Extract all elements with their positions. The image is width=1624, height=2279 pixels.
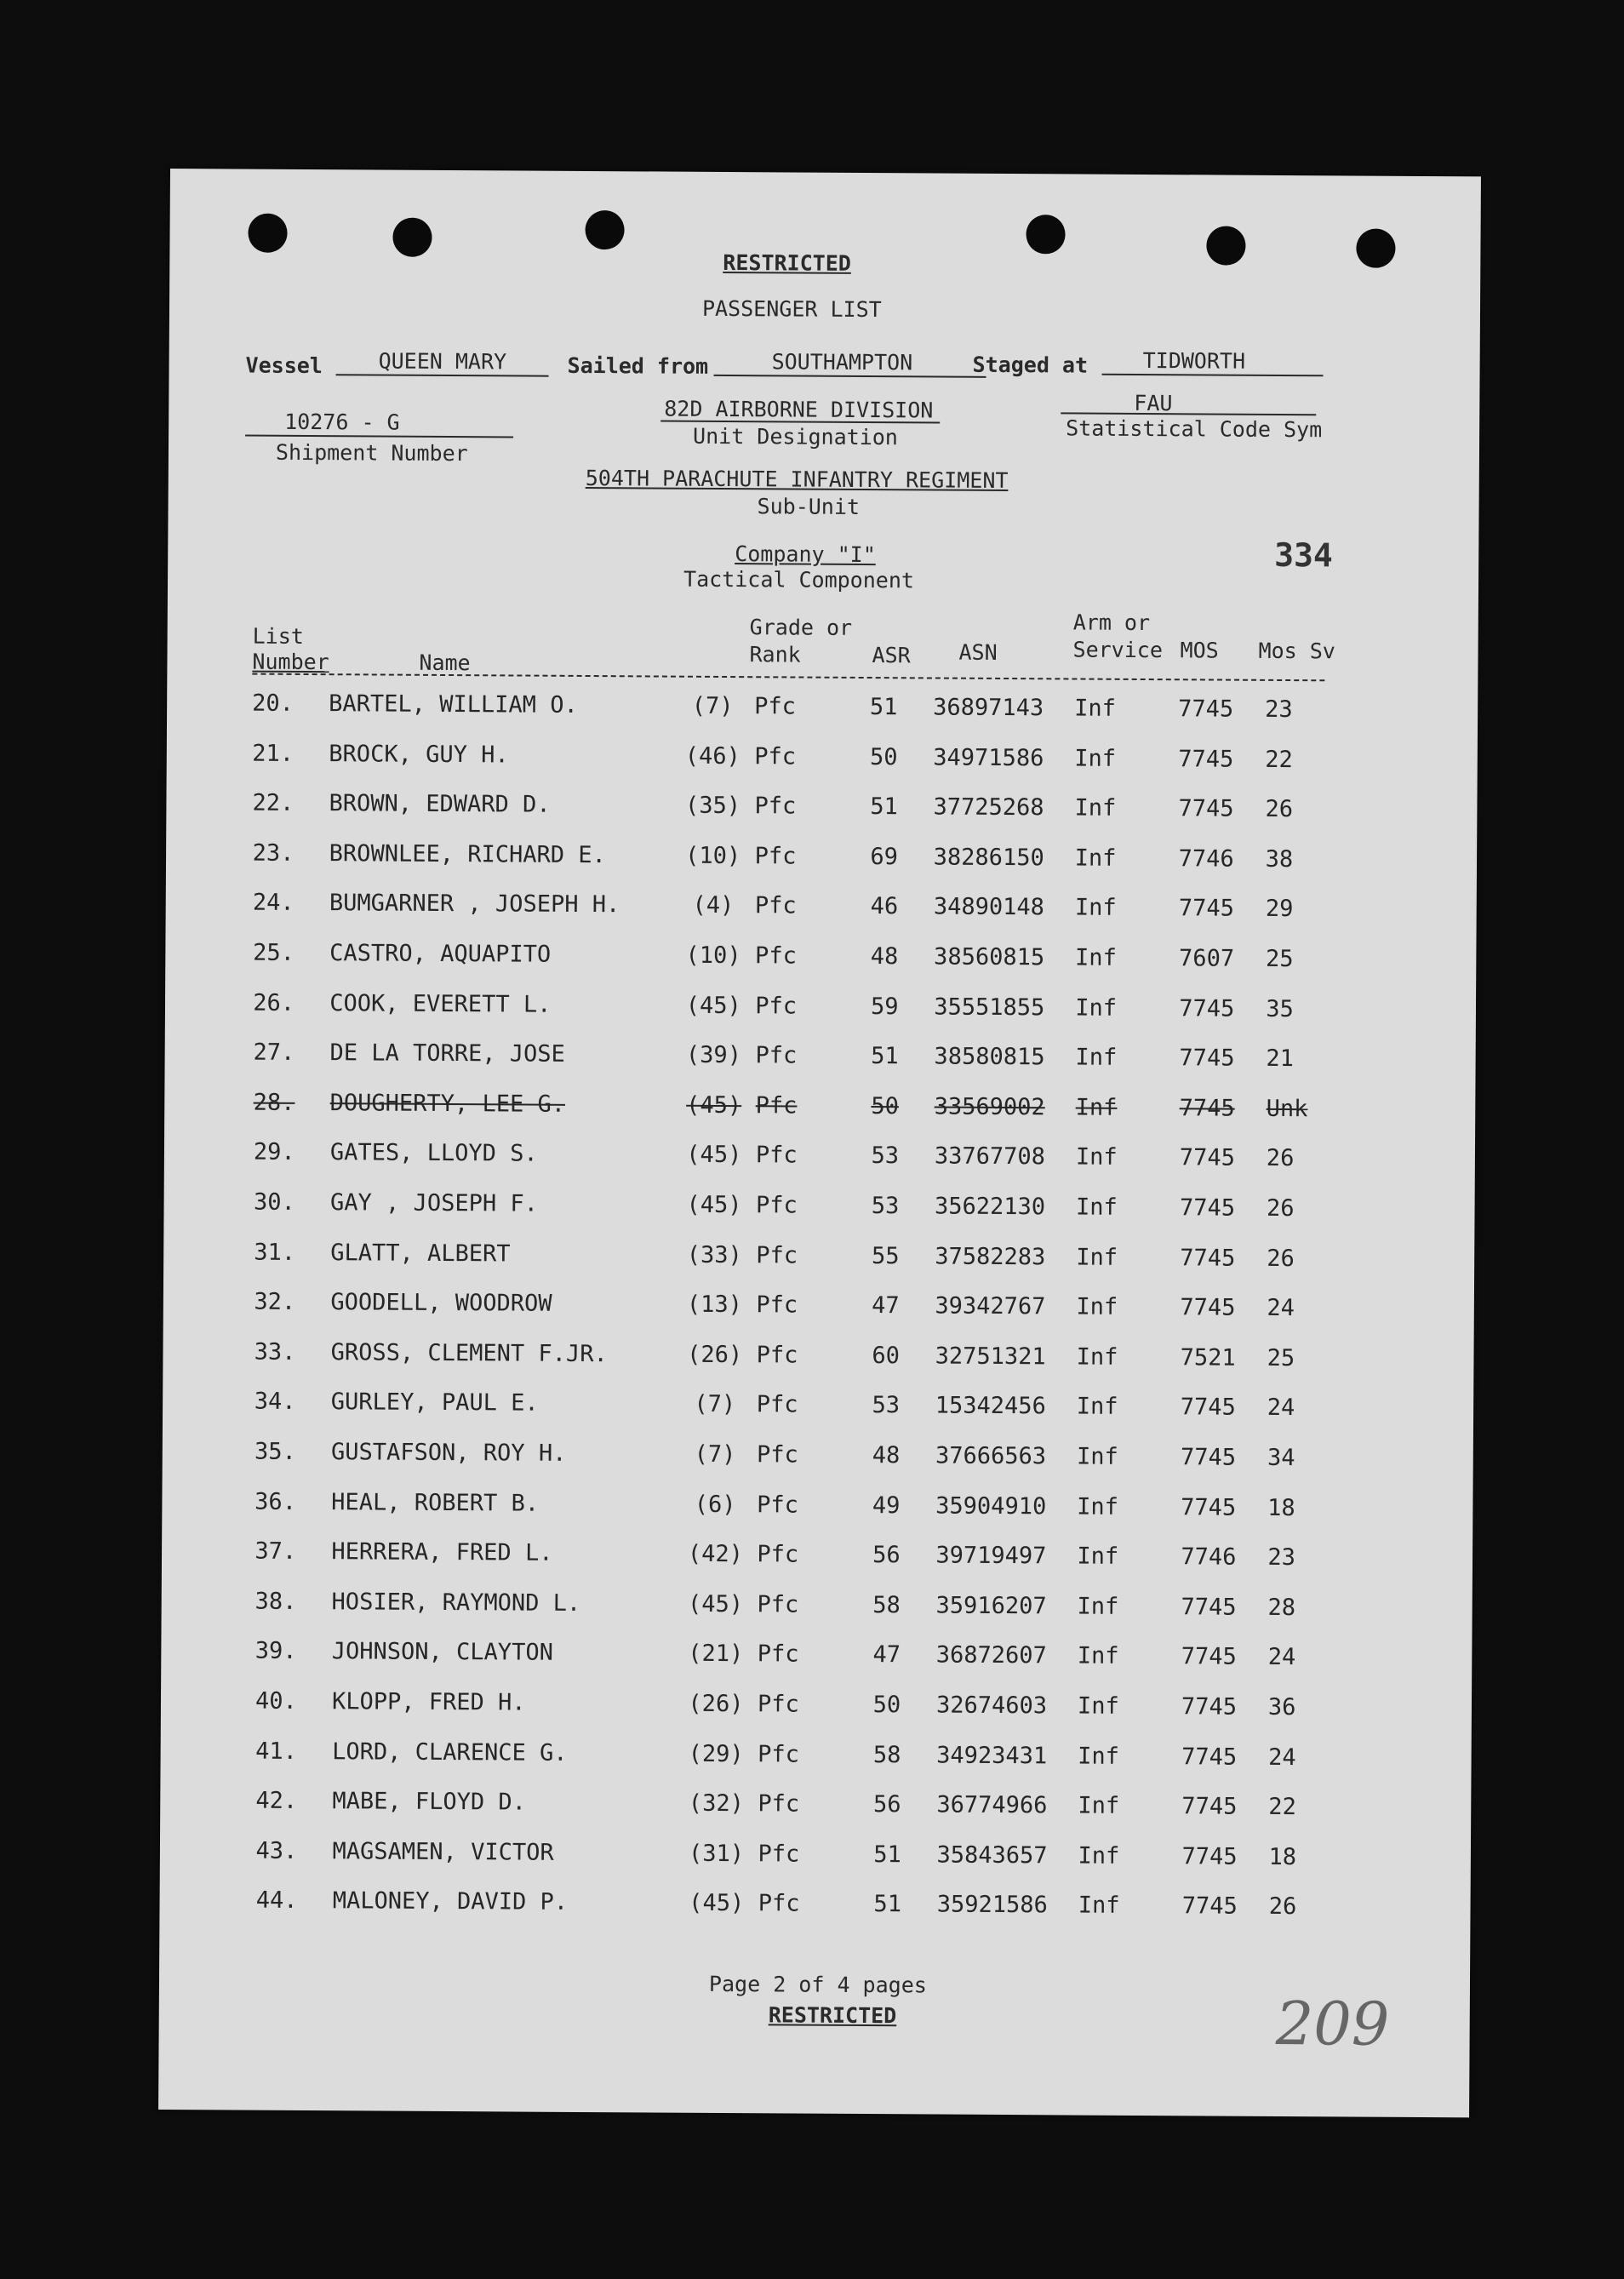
punch-hole [585,210,624,249]
row-code: (45) [685,992,741,1019]
row-name: GUSTAFSON, ROY H. [330,1439,567,1467]
table-row [163,1438,1473,1488]
row-mos: 7745 [1181,1493,1237,1521]
row-asn: 33569002 [934,1093,1045,1121]
row-arm: Inf [1074,845,1117,872]
row-mos: 7521 [1180,1344,1236,1371]
row-sv: 28 [1267,1594,1296,1621]
row-grade: Pfc [755,992,798,1020]
row-asr: 55 [871,1242,900,1269]
row-arm: Inf [1074,894,1117,922]
row-list-number: 40. [254,1687,297,1715]
row-asr: 60 [872,1342,900,1370]
row-list-number: 22. [252,789,294,817]
table-row [159,1887,1470,1937]
row-arm: Inf [1076,1293,1118,1321]
row-mos: 7745 [1181,1643,1237,1671]
row-asn: 39342767 [935,1292,1046,1320]
row-asn: 33767708 [934,1142,1046,1171]
row-name: BUMGARNER , JOSEPH H. [329,890,620,919]
row-name: DE LA TORRE, JOSE [329,1039,565,1068]
row-list-number: 29. [253,1139,295,1166]
sailed-from-label: Sailed from [567,352,709,379]
company-label: Tactical Component [683,566,915,593]
row-asr: 53 [872,1392,901,1419]
statistical-code-underline [1061,412,1316,415]
row-grade: Pfc [755,1042,798,1069]
table-row [160,1738,1471,1788]
row-sv: 22 [1268,1794,1296,1821]
table-row [163,1338,1473,1389]
row-code: (45) [686,1191,742,1219]
row-name: GOODELL, WOODROW [330,1289,552,1317]
col-list-number-2: Number [252,649,329,675]
row-list-number: 41. [255,1738,298,1765]
row-grade: Pfc [754,742,797,770]
row-sv: 26 [1266,1194,1295,1223]
row-list-number: 30. [253,1188,295,1216]
row-code: (7) [691,692,734,720]
row-mos: 7746 [1178,845,1234,873]
row-grade: Pfc [757,1641,799,1668]
row-sv: 24 [1267,1644,1296,1671]
row-grade: Pfc [757,1541,799,1568]
row-sv: 18 [1268,1843,1297,1870]
row-grade: Pfc [754,843,797,870]
row-sv: 25 [1267,1344,1295,1371]
row-sv: 29 [1265,896,1294,923]
row-asn: 35916207 [935,1592,1047,1620]
row-arm: Inf [1076,1443,1118,1470]
row-asr: 47 [872,1292,900,1320]
unit-designation-label: Unit Designation [693,423,899,450]
row-mos: 7745 [1181,1892,1238,1921]
row-arm: Inf [1078,1892,1120,1920]
table-row [161,1637,1472,1687]
row-list-number: 36. [254,1488,297,1515]
row-list-number: 42. [255,1787,298,1815]
staged-at-label: Staged at [972,352,1089,378]
row-asr: 50 [869,743,898,770]
row-grade: Pfc [757,1491,799,1519]
row-sv: 34 [1267,1444,1295,1472]
row-code: (39) [685,1041,742,1069]
row-grade: Pfc [757,1591,799,1618]
statistical-code-label: Statistical Code Sym [1066,415,1323,443]
col-arm-2: Service [1072,637,1164,663]
row-arm: Inf [1077,1493,1119,1520]
vessel-label: Vessel [245,352,323,379]
row-asr: 69 [870,843,899,871]
row-code: (6) [694,1491,736,1518]
row-sv: 21 [1266,1045,1295,1073]
row-grade: Pfc [756,1391,798,1418]
passenger-list-sheet [158,169,1481,2117]
row-name: MABE, FLOYD D. [332,1788,527,1816]
row-sv: 26 [1266,1145,1295,1172]
row-asr: 56 [872,1542,901,1569]
row-sv: 22 [1265,746,1293,773]
row-list-number: 39. [254,1638,297,1665]
sub-unit-value: 504TH PARACHUTE INFANTRY REGIMENT [585,465,1009,494]
row-arm: Inf [1076,1343,1118,1371]
row-name: COOK, EVERETT L. [329,989,552,1018]
row-arm: Inf [1074,745,1117,772]
table-row [167,690,1478,740]
row-grade: Pfc [756,1441,798,1469]
row-arm: Inf [1077,1593,1119,1620]
row-arm: Inf [1074,695,1117,722]
row-asn: 35921586 [936,1891,1048,1919]
row-mos: 7745 [1181,1793,1238,1820]
row-name: GATES, LLOYD S. [329,1139,538,1168]
row-asn: 38560815 [934,943,1045,971]
row-asr: 53 [871,1193,900,1220]
row-grade: Pfc [755,942,797,970]
col-arm-1: Arm or [1072,610,1151,636]
row-mos: 7745 [1179,994,1235,1022]
col-list-number-1: List [252,623,304,649]
row-name: BROWN, EDWARD D. [329,790,551,818]
row-asn: 37582283 [935,1243,1046,1270]
row-code: (10) [685,942,741,970]
staged-at-value: TIDWORTH [1142,347,1246,374]
row-sv: 26 [1265,796,1294,823]
table-row [165,939,1476,989]
row-sv: 26 [1267,1245,1295,1272]
row-list-number: 32. [254,1288,296,1316]
row-asr: 51 [871,1043,899,1070]
row-grade: Pfc [757,1691,799,1718]
row-code: (7) [694,1440,736,1469]
row-mos: 7745 [1178,745,1234,773]
row-name: HERRERA, FRED L. [331,1538,553,1566]
row-list-number: 44. [255,1887,298,1915]
punch-hole [1206,226,1245,265]
table-row [163,1388,1473,1438]
table-row [160,1787,1471,1837]
row-code: (21) [688,1641,744,1668]
row-arm: Inf [1077,1692,1119,1720]
statistical-code-value: FAU [1134,390,1173,416]
row-asn: 35843657 [936,1841,1048,1870]
row-asn: 37725268 [933,793,1044,822]
handwritten-page-number: 209 [1275,1988,1390,2059]
row-name: HOSIER, RAYMOND L. [331,1588,581,1617]
row-name: GLATT, ALBERT [330,1239,511,1268]
row-list-number: 23. [252,839,294,867]
row-mos: 7745 [1180,1244,1236,1272]
row-arm: Inf [1077,1543,1119,1571]
row-code: (7) [694,1391,736,1418]
row-asr: 56 [873,1791,901,1818]
row-asr: 46 [870,893,899,920]
row-arm: Inf [1076,1244,1118,1271]
row-asr: 59 [870,993,899,1020]
row-asn: 34890148 [933,893,1045,921]
table-row [166,839,1477,890]
row-arm: Inf [1075,994,1118,1022]
row-mos: 7745 [1179,1045,1235,1072]
col-grade-2: Rank [749,642,801,667]
vessel-value: QUEEN MARY [378,348,507,375]
punch-hole [248,214,287,253]
row-code: (13) [686,1291,743,1319]
row-asn: 32674603 [935,1692,1048,1720]
table-row [164,1039,1475,1089]
row-grade: Pfc [754,793,797,820]
row-code: (45) [687,1590,744,1618]
row-mos: 7746 [1181,1543,1237,1571]
unit-designation-value: 82D AIRBORNE DIVISION [664,396,934,423]
row-list-number: 20. [252,690,294,717]
row-asn: 35904910 [935,1492,1047,1520]
row-sv: 23 [1265,696,1293,724]
row-code: (29) [688,1740,744,1767]
col-name: Name [419,650,471,676]
row-list-number: 38. [254,1588,297,1615]
table-row [161,1687,1472,1738]
row-asr: 51 [869,694,898,721]
row-list-number: 35. [254,1438,296,1465]
col-grade-1: Grade or [749,615,853,640]
row-name: GROSS, CLEMENT F.JR. [330,1338,608,1367]
row-asr: 53 [871,1142,900,1170]
row-asn: 32751321 [935,1343,1046,1371]
row-grade: Pfc [756,1342,798,1369]
row-arm: Inf [1078,1743,1120,1770]
table-row [164,1089,1475,1139]
row-grade: Pfc [756,1291,798,1319]
row-mos: 7745 [1178,895,1235,923]
row-code: (42) [687,1540,744,1568]
row-list-number: 43. [255,1837,298,1864]
row-mos: 7745 [1181,1743,1238,1771]
row-list-number: 24. [252,889,294,917]
staged-at-underline [1102,374,1324,377]
row-list-number: 21. [252,740,294,767]
row-grade: Pfc [754,693,797,720]
row-asn: 35551855 [934,993,1045,1021]
row-code: (4) [692,892,735,919]
row-list-number: 27. [253,1039,295,1067]
row-code: (26) [688,1690,744,1718]
row-code: (45) [686,1091,742,1119]
row-sv: 25 [1266,945,1294,973]
restricted-header: RESTRICTED [723,249,851,276]
row-asr: 58 [872,1741,901,1768]
row-name: KLOPP, FRED H. [331,1688,526,1716]
row-name: DOUGHERTY, LEE G. [329,1089,566,1118]
row-code: (26) [687,1341,743,1368]
row-asr: 47 [872,1641,901,1669]
row-asr: 51 [873,1841,901,1869]
row-asn: 34923431 [936,1742,1048,1769]
table-row [163,1188,1474,1239]
row-sv: Unk [1266,1095,1308,1122]
row-asn: 38580815 [934,1043,1045,1071]
col-mos: MOS [1180,638,1219,663]
shipment-number-label: Shipment Number [275,439,468,467]
row-asr: 51 [873,1891,902,1918]
row-mos: 7745 [1179,1194,1236,1222]
row-arm: Inf [1075,944,1117,971]
row-list-number: 34. [254,1389,296,1416]
row-list-number: 25. [253,939,295,966]
row-mos: 7745 [1179,1144,1235,1172]
row-asr: 48 [870,943,899,971]
header-underline [252,673,1324,682]
row-name: LORD, CLARENCE G. [332,1738,568,1767]
row-mos: 7745 [1179,1095,1235,1122]
row-asr: 50 [872,1692,901,1719]
row-mos: 7745 [1178,696,1234,723]
table-row [166,889,1477,939]
row-name: CASTRO, AQUAPITO [329,940,552,968]
row-code: (45) [689,1890,745,1917]
row-arm: Inf [1075,1094,1118,1121]
sailed-from-underline [714,375,986,378]
row-sv: 24 [1267,1295,1295,1322]
row-code: (45) [686,1142,742,1169]
punch-hole [392,218,432,257]
row-arm: Inf [1075,1143,1118,1171]
row-asr: 58 [872,1591,901,1619]
row-name: BROWNLEE, RICHARD E. [329,839,606,868]
row-code: (46) [684,742,741,770]
row-mos: 7745 [1181,1843,1238,1870]
row-asn: 36897143 [933,694,1044,722]
row-mos: 7745 [1180,1294,1236,1321]
row-mos: 7745 [1180,1394,1236,1422]
row-arm: Inf [1075,1044,1118,1072]
row-sv: 26 [1268,1893,1297,1921]
row-list-number: 26. [253,989,295,1016]
row-name: GURLEY, PAUL E. [330,1389,539,1417]
row-arm: Inf [1078,1792,1120,1820]
row-sv: 18 [1267,1494,1295,1521]
row-asr: 49 [872,1492,901,1519]
row-grade: Pfc [758,1841,800,1868]
table-row [162,1537,1472,1588]
row-arm: Inf [1076,1393,1118,1421]
punch-hole [1026,215,1065,254]
row-arm: Inf [1077,1642,1119,1670]
table-row [165,989,1476,1039]
row-list-number: 31. [254,1239,296,1266]
row-sv: 23 [1267,1544,1296,1572]
row-mos: 7745 [1181,1693,1238,1721]
row-asn: 36872607 [935,1641,1047,1669]
row-code: (33) [686,1241,742,1268]
row-grade: Pfc [755,1142,798,1169]
table-row [162,1588,1472,1638]
row-asn: 38286150 [933,844,1044,872]
row-grade: Pfc [758,1890,800,1917]
row-mos: 7745 [1180,1444,1237,1471]
table-row [162,1488,1472,1538]
page-indicator: Page 2 of 4 pages [708,1971,927,1998]
row-mos: 7745 [1178,795,1234,822]
row-sv: 35 [1266,995,1294,1022]
row-grade: Pfc [758,1740,800,1768]
list-title: PASSENGER LIST [701,295,882,323]
row-arm: Inf [1078,1842,1120,1870]
row-grade: Pfc [754,892,797,919]
col-mos-sv: Mos Sv [1258,638,1335,664]
row-asr: 51 [870,793,898,821]
row-sv: 24 [1268,1744,1296,1771]
restricted-footer: RESTRICTED [768,2002,897,2029]
row-list-number: 33. [254,1338,296,1366]
row-mos: 7607 [1179,945,1235,972]
row-asr: 48 [872,1442,901,1469]
row-arm: Inf [1074,794,1117,822]
row-list-number: 37. [254,1537,297,1566]
sheet-number: 334 [1274,535,1334,575]
table-row [166,789,1477,839]
row-sv: 24 [1267,1394,1295,1422]
row-grade: Pfc [756,1241,798,1269]
row-code: (32) [688,1789,744,1818]
col-asn: ASN [958,639,998,665]
row-sv: 36 [1267,1693,1296,1721]
row-asn: 35622130 [934,1193,1046,1221]
row-name: BROCK, GUY H. [329,740,509,769]
shipment-number-value: 10276 - G [284,409,400,435]
row-asn: 39719497 [935,1542,1047,1570]
row-mos: 7745 [1181,1594,1237,1621]
row-asr: 50 [871,1092,900,1120]
row-grade: Pfc [758,1790,800,1818]
row-sv: 38 [1265,845,1294,873]
table-row [160,1837,1471,1887]
sub-unit-label: Sub-Unit [757,494,861,519]
company-value: Company "I" [735,541,876,568]
sailed-from-value: SOUTHAMPTON [771,349,913,375]
table-row [164,1138,1475,1188]
row-list-number: 28. [253,1089,295,1116]
row-asn: 34971586 [933,744,1044,771]
row-code: (35) [684,792,741,820]
row-name: MAGSAMEN, VICTOR [332,1837,554,1866]
vessel-underline [336,374,549,377]
row-grade: Pfc [755,1092,798,1119]
row-name: MALONEY, DAVID P. [332,1887,569,1916]
col-asr: ASR [872,643,911,668]
table-row [163,1239,1474,1289]
row-code: (31) [688,1840,745,1867]
row-grade: Pfc [755,1192,798,1219]
row-name: HEAL, ROBERT B. [331,1488,540,1517]
table-row [163,1288,1474,1338]
shipment-number-underline [245,435,513,438]
row-asn: 36774966 [936,1791,1048,1819]
row-name: JOHNSON, CLAYTON [331,1638,553,1667]
punch-hole [1356,229,1395,268]
row-name: GAY , JOSEPH F. [329,1189,539,1217]
row-name: BARTEL, WILLIAM O. [329,690,578,719]
row-asn: 37666563 [935,1442,1047,1470]
row-asn: 15342456 [935,1392,1046,1420]
row-code: (10) [685,842,741,869]
table-row [167,740,1478,790]
row-arm: Inf [1075,1194,1118,1221]
